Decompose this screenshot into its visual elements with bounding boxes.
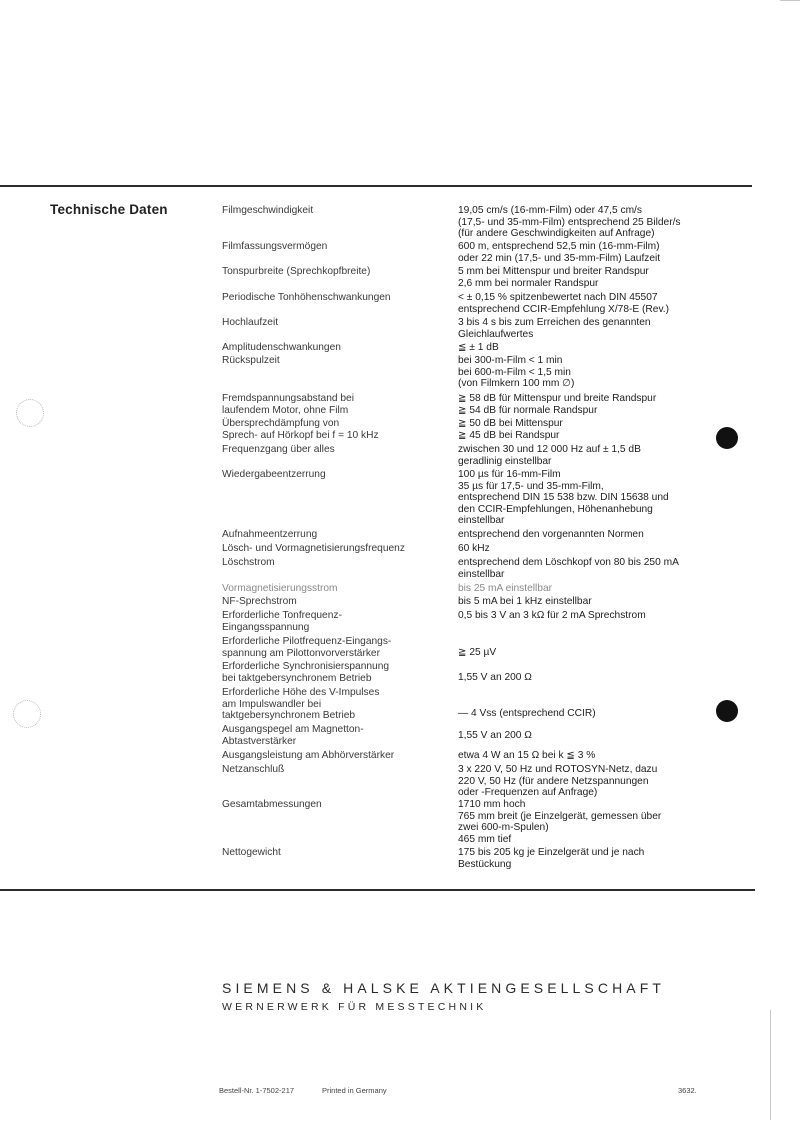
- row-value: etwa 4 W an 15 Ω bei k ≦ 3 %: [458, 750, 596, 761]
- printed-in-note: Printed in Germany: [322, 1086, 387, 1095]
- row-value: 175 bis 205 kg je Einzelgerät und je nach Bestückung: [458, 847, 645, 870]
- print-code: 3632.: [678, 1086, 697, 1095]
- row-label: Vormagnetisierungsstrom: [222, 583, 338, 594]
- row-value: 1,55 V an 200 Ω: [458, 672, 532, 683]
- row-label: Löschstrom: [222, 557, 275, 568]
- row-value: ≧ 50 dB bei Mittenspur ≧ 45 dB bei Randspur: [458, 418, 563, 441]
- row-label: Gesamtabmessungen: [222, 799, 322, 810]
- row-label: Filmfassungsvermögen: [222, 241, 328, 252]
- company-name: SIEMENS & HALSKE AKTIENGESELLSCHAFT: [222, 980, 666, 996]
- row-value: zwischen 30 und 12 000 Hz auf ± 1,5 dB geradlinig einstellbar: [458, 444, 641, 467]
- row-label: Rückspulzeit: [222, 355, 280, 366]
- row-label: Frequenzgang über alles: [222, 444, 335, 455]
- division-name: WERNERWERK FÜR MESSTECHNIK: [222, 1001, 487, 1013]
- row-label: Nettogewicht: [222, 847, 281, 858]
- row-value: 3 x 220 V, 50 Hz und ROTOSYN-Netz, dazu 220 V, 50 Hz (für andere Netzspannungen oder -Frequenzen auf Anfrage): [458, 764, 658, 799]
- row-value: 600 m, entsprechend 52,5 min (16-mm-Film) oder 22 min (17,5- und 35-mm-Film) Laufzeit: [458, 241, 661, 264]
- row-value: 60 kHz: [458, 543, 490, 554]
- section-title: Technische Daten: [50, 202, 168, 217]
- row-value: — 4 Vss (entsprechend CCIR): [458, 708, 596, 719]
- row-label: Fremdspannungsabstand bei laufendem Motor, ohne Film: [222, 393, 354, 416]
- row-label: Wiedergabeentzerrung: [222, 469, 326, 480]
- row-value: entsprechend den vorgenannten Normen: [458, 529, 644, 540]
- row-label: Lösch- und Vormagnetisierungsfrequenz: [222, 543, 405, 554]
- row-label: Hochlaufzeit: [222, 317, 279, 328]
- row-label: Erforderliche Tonfrequenz- Eingangsspannung: [222, 610, 342, 633]
- row-value: 5 mm bei Mittenspur und breiter Randspur 2,6 mm bei normaler Randspur: [458, 266, 649, 289]
- row-label: Ausgangspegel am Magnetton- Abtastverstärker: [222, 724, 364, 747]
- bottom-rule: [0, 889, 755, 891]
- page-edge-line-top: [780, 0, 800, 1]
- row-value: 1,55 V an 200 Ω: [458, 730, 532, 741]
- row-label: Aufnahmeentzerrung: [222, 529, 318, 540]
- row-label: Periodische Tonhöhenschwankungen: [222, 292, 391, 303]
- row-label: Übersprechdämpfung von Sprech- auf Hörkopf bei f = 10 kHz: [222, 418, 379, 441]
- page-edge-line: [770, 1010, 771, 1120]
- punch-hole-mark: [16, 399, 44, 427]
- row-value: 3 bis 4 s bis zum Erreichen des genannten Gleichlaufwertes: [458, 317, 651, 340]
- row-value: bis 5 mA bei 1 kHz einstellbar: [458, 596, 592, 607]
- row-value: 100 µs für 16-mm-Film 35 µs für 17,5- und 35-mm-Film, entsprechend DIN 15 538 bzw. DIN 15638 und den CCIR-Empfehlungen, Höhenanhebung einstellbar: [458, 469, 669, 527]
- order-number: Bestell-Nr. 1-7502-217: [219, 1086, 295, 1095]
- row-value: 19,05 cm/s (16-mm-Film) oder 47,5 cm/s (17,5- und 35-mm-Film) entsprechend 25 Bilder/s (für andere Geschwindigkeiten auf Anfrage): [458, 205, 681, 240]
- row-label: Tonspurbreite (Sprechkopfbreite): [222, 266, 371, 277]
- row-value: ≧ 25 µV: [458, 647, 497, 658]
- row-label: Amplitudenschwankungen: [222, 342, 341, 353]
- row-label: NF-Sprechstrom: [222, 596, 297, 607]
- row-label: Erforderliche Höhe des V-Impulses am Impulswandler bei taktgebersynchronem Betrieb: [222, 687, 380, 722]
- row-label: Netzanschluß: [222, 764, 285, 775]
- row-label: Erforderliche Pilotfrequenz-Eingangs- spannung am Pilottonvorverstärker: [222, 636, 392, 659]
- row-value: ≧ 58 dB für Mittenspur und breite Randspur ≧ 54 dB für normale Randspur: [458, 393, 657, 416]
- row-label: Erforderliche Synchronisierspannung bei taktgebersynchronem Betrieb: [222, 661, 390, 684]
- row-value: entsprechend dem Löschkopf von 80 bis 250 mA einstellbar: [458, 557, 679, 580]
- punch-hole-mark: [13, 700, 41, 728]
- row-label: Ausgangsleistung am Abhörverstärker: [222, 750, 395, 761]
- row-value: < ± 0,15 % spitzenbewertet nach DIN 45507 entsprechend CCIR-Empfehlung X/78-E (Rev.): [458, 292, 670, 315]
- row-value: bis 25 mA einstellbar: [458, 583, 552, 594]
- row-value: ≦ ± 1 dB: [458, 342, 499, 353]
- row-value: 1710 mm hoch 765 mm breit (je Einzelgerät, gemessen über zwei 600-m-Spulen) 465 mm tief: [458, 799, 662, 845]
- row-value: bei 300-m-Film < 1 min bei 600-m-Film < 1,5 min (von Filmkern 100 mm ∅): [458, 355, 575, 390]
- row-value: 0,5 bis 3 V an 3 kΩ für 2 mA Sprechstrom: [458, 610, 646, 621]
- row-label: Filmgeschwindigkeit: [222, 205, 314, 216]
- top-rule: [0, 185, 752, 187]
